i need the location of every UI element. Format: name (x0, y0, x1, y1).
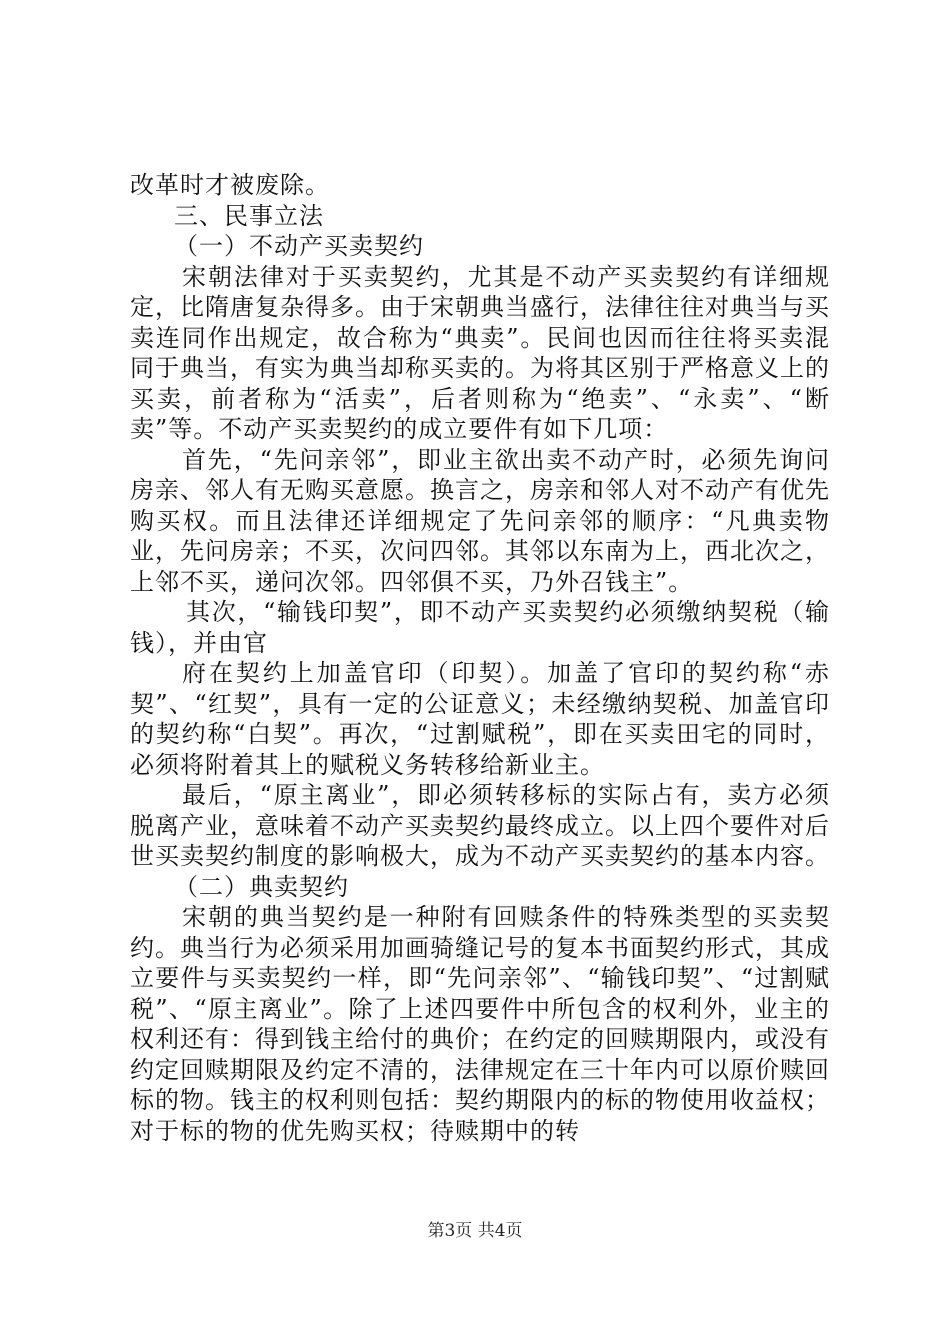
paragraph: 宋朝的典当契约是一种附有回赎条件的特殊类型的买卖契约。典当行为必须采用加画骑缝记号的复本书面契约形式，其成立要件与买卖契约一样，即“先问亲邻”、“输钱印契”、“过割赋税”、“原主离业”。除了上述四要件中所包含的权利外，业主的权利还有：得到钱主给付的典价；在约定的回赎期限内，或没有约定回赎期限及约定不清的，法律规定在三十年内可以原价赎回标的物。钱主的权利则包括：契约期限内的标的物使用收益权；对于标的物的优先购买权；待赎期中的转 (130, 903, 830, 1145)
document-body (130, 170, 830, 1146)
section-heading: 三、民事立法 (174, 201, 324, 230)
paragraph: 其次，“输钱印契”，即不动产买卖契约必须缴纳契税（输钱），并由官 (130, 598, 830, 657)
paragraph-continuation: 改革时才被废除。 (130, 171, 330, 199)
page-number-footer: 第3页 共4页 (427, 1221, 523, 1241)
paragraph: 首先，“先问亲邻”，即业主欲出卖不动产时，必须先询问房亲、邻人有无购买意愿。换言之，房亲和邻人对不动产有优先购买权。而且法律还详细规定了先问亲邻的顺序：“凡典卖物业，先问房亲；不买，次问四邻。其邻以东南为上，西北次之，上邻不买，递问次邻。四邻俱不买，乃外召钱主”。 (130, 445, 830, 596)
paragraph: 宋朝法律对于买卖契约，尤其是不动产买卖契约有详细规定，比隋唐复杂得多。由于宋朝典当盛行，法律往往对典当与买卖连同作出规定，故合称为“典卖”。民间也因而往往将买卖混同于典当，有实为典当却称买卖的。为将其区别于严格意义上的买卖，前者称为“活卖”，后者则称为“绝卖”、“永卖”、“断卖”等。不动产买卖契约的成立要件有如下几项： (130, 262, 830, 443)
paragraph: 最后，“原主离业”，即必须转移标的实际占有，卖方必须脱离产业，意味着不动产买卖契约最终成立。以上四个要件对后世买卖契约制度的影响极大，成为不动产买卖契约的基本内容。 (130, 781, 830, 870)
subsection-heading: （一）不动产买卖契约 (174, 232, 424, 260)
paragraph: 府在契约上加盖官印（印契）。加盖了官印的契约称“赤契”、“红契”，具有一定的公证意义；未经缴纳契税、加盖官印的契约称“白契”。再次，“过割赋税”，即在买卖田宅的同时，必须将附着其上的赋税义务转移给新业主。 (130, 659, 830, 779)
subsection-heading: （二）典卖契约 (174, 872, 349, 901)
